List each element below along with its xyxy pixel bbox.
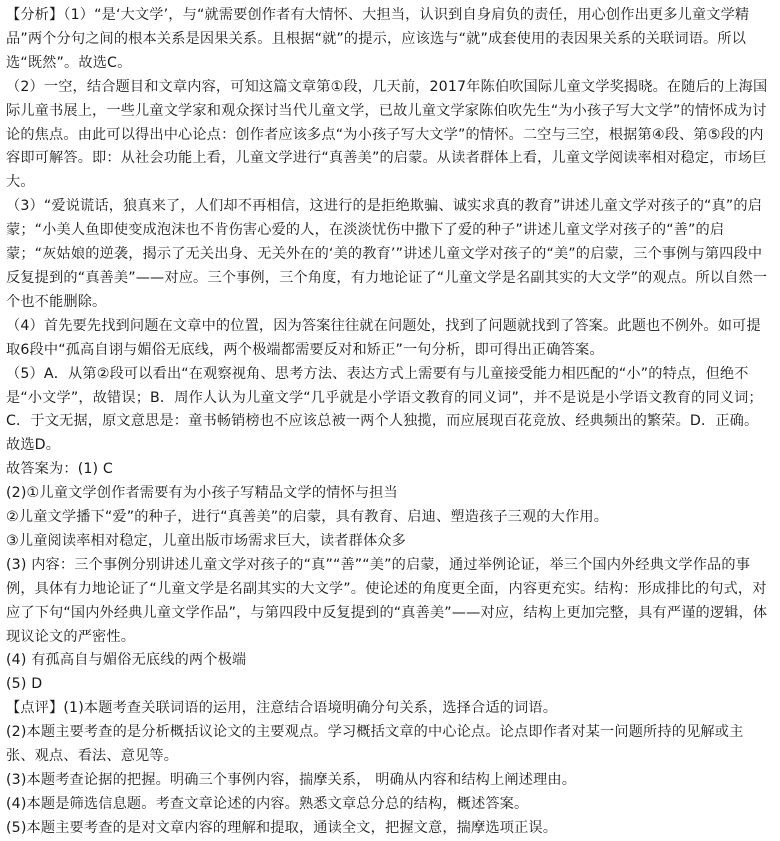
comment-3: (3)本题考查论据的把握。明确三个事例内容，揣摩关系， 明确从内容和结构上阐述理由。 bbox=[6, 772, 577, 788]
answer-header: 故答案为：(1) C bbox=[6, 461, 113, 478]
analysis-part-5: （5）A．从第②段可以看出“在观察视角、思考方法、表达方式上需要有与儿童接受能力相匹配的“小”的特点，但绝不是“小文学”，故错误；B．周作人认为儿童文学“几乎就是小学语文教育的同义词”，并不是说是小学语文教育的同义词；C．于文无据，原文意思是：童书畅销榜也不应该总被一两个人独揽，而应展现百花竞放、经典频出的繁荣。D．正确。故选D。 bbox=[6, 365, 763, 454]
analysis-part-3: （3）“爱说谎话，狼真来了，人们却不再相信，这进行的是拒绝欺骗、诚实求真的教育”讲述儿童文学对孩子的“真”的启蒙；“小美人鱼即使变成泡沫也不肯伤害心爱的人，在淡淡忧伤中撒下了爱的种子”讲述儿童文学对孩子的“善”的启蒙；“灰姑娘的逆袭，揭示了无关出身、无关外在的‘美的教育’”讲述儿童文学对孩子的“美”的启蒙，三个事例与第四段中反复提到的“真善美”——对应。三个事例，三个角度，有力地论证了“儿童文学是名副其实的大文学”的观点。所以自然一个也不能删除。 bbox=[6, 198, 768, 310]
answer-5: (5) D bbox=[6, 676, 43, 693]
analysis-part-1: 【分析】（1）“是‘大文学’，与“就需要创作者有大情怀、大担当，认识到自身肩负的责任，用心创作出更多儿童文学精品”两个分句之间的根本关系是因果关系。且根据“就”的提示，应该选与“就”成套使用的表因果关系的关联词语。所以选“既然”。故选C。 bbox=[6, 7, 750, 71]
analysis-part-4: （4）首先要先找到问题在文章中的位置，因为答案往往就在问题处，找到了问题就找到了答案。此题也不例外。如可提取6段中“孤高自诩与媚俗无底线，两个极端都需要反对和矫正”一句分析，即可得出正确答案。 bbox=[6, 317, 761, 358]
answer-2-3: ③儿童阅读率相对稳定，儿童出版市场需求巨大，读者群体众多 bbox=[6, 532, 406, 549]
answer-2-1: (2)①儿童文学创作者需要有为小孩子写精品文学的情怀与担当 bbox=[6, 485, 398, 502]
comment-4: (4)本题是筛选信息题。考查文章论述的内容。熟悉文章总分总的结构，概述答案。 bbox=[6, 795, 529, 812]
answer-4: (4) 有孤高自与媚俗无底线的两个极端 bbox=[6, 652, 247, 669]
comment-1: 【点评】(1)本题考查关联词语的运用，注意结合语境明确分句关系，选择合适的词语。 bbox=[6, 700, 558, 717]
analysis-part-2: （2）一空，结合题目和文章内容，可知这篇文章第①段，几天前，2017年陈伯吹国际儿童文学奖揭晓。在随后的上海国际儿童书展上，一些儿童文学家和观众探讨当代儿童文学，已故儿童文学家陈伯吹先生“为小孩子写大文学”的情怀成为讨论的焦点。由此可以得出中心论点：创作者应该多点“为小孩子写大文学”的情怀。二空与三空，根据第④段、第⑤段的内容即可解答。即：从社会功能上看，儿童文学进行“真善美”的启蒙。从读者群体上看，儿童文学阅读率相对稳定，市场巨大。 bbox=[6, 78, 768, 191]
answer-3: (3) 内容：三个事例分别讲述儿童文学对孩子的“真”“善”“美”的启蒙，通过举例论证，举三个国内外经典文学作品的事例，具体有力地论证了“儿童文学是名副其实的大文学”。使论述的角度更全面，内容更充实。结构：形成排比的句式，对应了下句“国内外经典儿童文学作品”，与第四段中反复提到的“真善美”——对应，结构上更加完整，具有严谨的逻辑，体现议论文的严密性。 bbox=[6, 556, 768, 645]
comment-5: (5)本题主要考查的是对文章内容的理解和提取，通读全文，把握文意，揣摩选项正误。 bbox=[6, 819, 558, 836]
comment-2: (2)本题主要考查的是分析概括议论文的主要观点。学习概括文章的中心论点。论点即作者对某一问题所持的见解或主张、观点、看法、意见等。 bbox=[6, 724, 744, 765]
answer-2-2: ②儿童文学播下“爱”的种子，进行“真善美”的启蒙，具有教育、启迪、塑造孩子三观的大作用。 bbox=[6, 509, 609, 526]
